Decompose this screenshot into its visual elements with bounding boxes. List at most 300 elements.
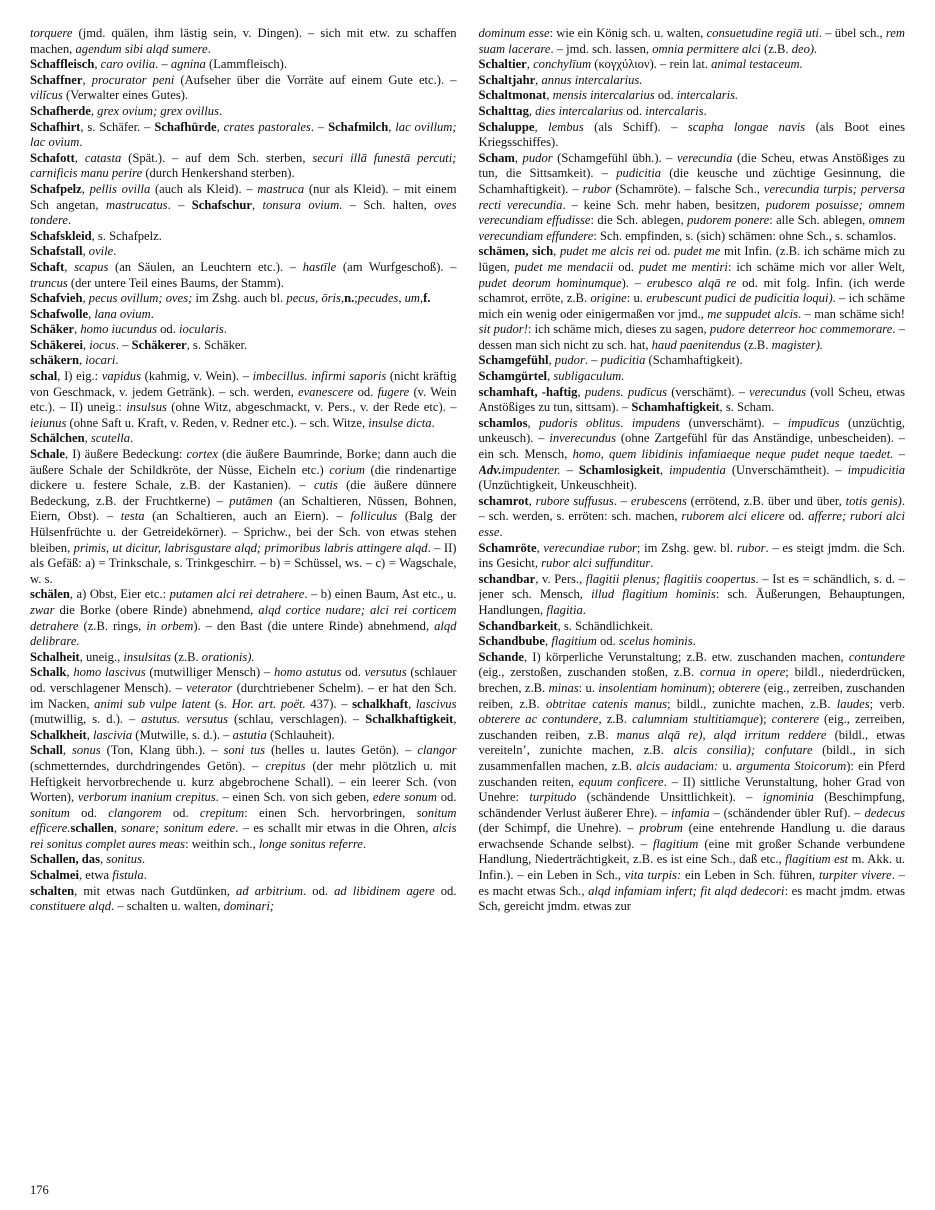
latin-term: homo lascivus: [73, 665, 146, 680]
dictionary-entry: [30, 26, 457, 57]
text-run: (ohne Saft u. Kraft, v. Reden, v. Redner etc.). – sch. Witze,: [66, 415, 369, 430]
text-run: : wie ein König sch. u. walten,: [549, 26, 707, 40]
text-run: . – sch. werden, s. erröten: sch. machen,: [478, 493, 905, 524]
dictionary-entry: [30, 852, 457, 868]
headword: Schäker: [30, 322, 75, 337]
latin-term: crates pastorales: [223, 119, 311, 134]
text-run: . – jmd. sch. lassen,: [550, 41, 653, 56]
headword: Schälchen: [30, 431, 85, 446]
text-run: (helles u. lautes Getön). –: [265, 743, 418, 758]
latin-term: homo, quem libidinis infamiaeque neque pudet neque taedet.: [572, 447, 894, 462]
text-run: (Unverschämtheit). –: [725, 462, 848, 477]
text-run: (durchtriebener Schelm). – er hat den Sch. im Nacken,: [30, 680, 457, 711]
latin-term: pudicitia: [600, 353, 646, 368]
text-run: . – man schäme sich!: [798, 306, 905, 321]
latin-term: dominum esse: [478, 26, 550, 40]
text-run: .: [692, 634, 696, 649]
latin-term: zwar: [30, 602, 55, 617]
latin-term: ovile: [88, 244, 114, 259]
latin-term: imbecillus. infirmi saporis: [252, 369, 387, 384]
latin-term: cortex: [186, 447, 218, 462]
text-run: ,: [553, 244, 560, 259]
text-run: : ich schäme mich, dieses zu sagen,: [527, 322, 710, 337]
dictionary-entry: [30, 665, 457, 743]
text-run: (errötend, z.B. über und über,: [686, 493, 846, 508]
latin-term: scapha longae navis: [687, 119, 806, 134]
latin-term: ignominia: [762, 790, 814, 805]
text-run: ,: [548, 353, 555, 368]
latin-term: lascivia: [92, 727, 133, 742]
text-run: –: [560, 462, 579, 477]
text-run: . –: [310, 119, 329, 134]
text-run: (durch Henkershand sterben).: [142, 166, 295, 181]
dictionary-entry: [30, 884, 457, 915]
text-run: (als Schiff). –: [583, 119, 688, 134]
text-run: . – keine Sch. mehr haben, besitzen,: [562, 197, 766, 212]
text-run: ,: [577, 384, 585, 399]
dictionary-entry: [30, 338, 457, 354]
headword: f.: [423, 291, 431, 306]
headword: Schandbarkeit: [478, 618, 558, 633]
text-run: : einen Sch. hervorbringen,: [244, 805, 417, 820]
text-run: .: [431, 415, 435, 430]
text-run: ,: [66, 665, 74, 680]
text-run: od.: [650, 244, 674, 259]
text-run: od.: [784, 509, 809, 524]
text-run: , s. Schäfer. –: [80, 119, 155, 134]
latin-term: longe sonitus referre: [258, 836, 363, 851]
text-run: (s.: [210, 696, 232, 711]
latin-term: me suppudet alcis: [707, 306, 798, 321]
text-run: od.: [613, 259, 639, 274]
text-run: im Zshg. auch bl.: [192, 291, 287, 306]
dictionary-entry: [479, 88, 906, 104]
text-run: . –: [584, 353, 601, 368]
text-run: : weithin sch.,: [185, 836, 259, 851]
text-run: od.: [161, 805, 200, 820]
headword: schalkhaft: [352, 696, 409, 711]
text-run: , I) körperliche Verunstaltung; z.B. etw. zuschanden machen,: [524, 649, 849, 664]
text-run: ,: [251, 197, 263, 212]
text-run: (Beschimpfung, schändender Verlust äußerer Ehre). –: [478, 790, 905, 820]
latin-term: alqd cortice nudare; alci rei corticem detrahere: [30, 602, 457, 633]
latin-term: clangor: [417, 743, 457, 758]
latin-term: pudor: [522, 150, 553, 165]
latin-term: dies intercalarius: [535, 103, 624, 118]
text-run: .: [143, 868, 147, 883]
text-run: . –: [167, 197, 192, 212]
text-run: );: [707, 680, 719, 695]
text-run: od.: [434, 883, 457, 898]
dictionary-entry: [30, 244, 457, 260]
text-run: , mit etwas nach Gutdünken,: [74, 883, 237, 898]
latin-term: erubescunt pudici de pudicitia loqui): [646, 291, 833, 306]
headword: schamlos: [478, 415, 528, 430]
text-run: ): ein Pferd zuschanden reiten,: [478, 758, 905, 789]
text-run: .: [130, 431, 134, 446]
latin-term: crepitus: [265, 758, 306, 773]
headword: Schäkerer: [131, 337, 187, 352]
text-run: ; bildl., zunichte machen, z.B.: [667, 696, 837, 711]
latin-term: alqd infamiam infert; fit alqd dedecori: [588, 883, 785, 898]
headword: schallen: [70, 821, 114, 836]
latin-term: scapus: [74, 259, 109, 274]
latin-term: verborum inanium crepitus: [77, 790, 216, 805]
text-run: (die keusche und züchtige Gesinnung, die Schamhaftigkeit). –: [478, 166, 905, 196]
latin-term: rubore suffusus: [535, 493, 614, 508]
dictionary-entry: [479, 541, 906, 572]
latin-term: torquere: [30, 26, 73, 40]
text-run: ,: [81, 181, 90, 196]
headword: n.: [344, 291, 355, 306]
text-run: . – es macht etwas Sch.,: [478, 868, 905, 898]
latin-term: primis, ut dicitur, labrisgustare alqd; primoribus labris attingere alqd: [73, 540, 428, 555]
text-run: : sch. Äußerungen, Behauptungen, Handlungen,: [478, 587, 905, 617]
latin-term: in orbem: [146, 618, 194, 633]
text-run: , etwa: [78, 868, 113, 883]
latin-term: turpiter vivere: [819, 868, 892, 883]
headword: Schalk: [30, 665, 67, 680]
latin-term: contundere: [848, 649, 905, 664]
text-run: ;: [354, 291, 358, 306]
dictionary-entry: [30, 447, 457, 587]
latin-term: folliculus: [350, 509, 398, 524]
headword: schamhaft, -haftig: [478, 384, 578, 399]
headword: schämen, sich: [478, 244, 554, 259]
latin-term: laudes: [836, 696, 870, 711]
latin-term: pudet me: [673, 244, 721, 259]
text-run: : alle Sch. ablegen,: [769, 213, 869, 228]
latin-term: soni tus: [223, 743, 266, 758]
latin-term: pudet me mendacii: [514, 259, 614, 274]
headword: Schaluppe: [478, 119, 535, 134]
latin-term: erubescens: [630, 493, 687, 508]
text-run: .: [703, 103, 707, 118]
dictionary-entry: [479, 353, 906, 369]
dictionary-entry: [30, 151, 457, 182]
headword: Schande: [478, 649, 524, 664]
latin-term: dominari;: [223, 899, 275, 914]
latin-term: turpitudo: [529, 790, 577, 805]
text-run: (auch als Kleid). –: [150, 181, 258, 196]
text-run: (die äußere Baumrinde, Borke; dann auch die äußere Schale der Schildkröte, der Nüsse, Eicheln etc.): [30, 447, 457, 477]
dictionary-entry: [479, 244, 906, 353]
text-run: 437). –: [305, 696, 353, 711]
latin-term: tonsura ovium: [262, 197, 340, 212]
latin-term: obterere ac contundere: [478, 712, 599, 727]
latin-term: cornua in opere: [699, 665, 786, 680]
text-run: (der Schimpf, die Unehre). –: [478, 821, 640, 836]
latin-term: rubor alci suffunditur: [541, 556, 651, 571]
headword: Schalheit: [30, 649, 80, 664]
latin-term: homo iucundus: [80, 322, 157, 337]
headword: Schafhirt: [30, 119, 81, 134]
text-run: od.: [437, 790, 457, 805]
latin-term: insolentiam hominum: [598, 680, 708, 695]
text-run: . – ich schäme mich ein wenig oder einigermaßen vor jmd.,: [478, 291, 905, 321]
latin-term: totis genis): [845, 493, 902, 508]
text-run: ,: [88, 306, 95, 321]
dictionary-entry: [30, 57, 457, 73]
text-run: , s. Schafpelz.: [91, 228, 162, 243]
text-run: ,: [74, 322, 81, 337]
headword: Schaft: [30, 259, 65, 274]
headword: Schafskleid: [30, 228, 92, 243]
headword: Schafvieh: [30, 291, 83, 306]
text-run: : ich schäme mich vor aller Welt,: [727, 259, 905, 274]
latin-term: pudet deorum hominumque: [478, 275, 622, 290]
dictionary-entry: [30, 182, 457, 229]
latin-term: grex ovium; grex ovillus: [97, 103, 219, 118]
text-run: ; verb.: [869, 696, 905, 711]
dictionary-entry: [30, 120, 457, 151]
text-run: (Verwalter eines Gutes).: [62, 88, 189, 103]
text-run: (kahmig, v. Wein). –: [141, 369, 253, 384]
dictionary-entry: [479, 104, 906, 120]
latin-term: omnem verecundiam effundere: [478, 213, 905, 243]
dictionary-entry: [479, 73, 906, 89]
text-run: (schlauer od. verschlagener Mensch). –: [30, 665, 457, 695]
headword: Schafpelz: [30, 181, 82, 196]
dictionary-entry: [479, 57, 906, 73]
text-run: (voll Scheu, etwas Anstößiges zu tun, sittsam). –: [478, 384, 905, 415]
latin-term: orationis).: [201, 649, 255, 664]
latin-term: sonitum efficere.: [30, 805, 457, 836]
text-run: , s. Schändlichkeit.: [557, 618, 654, 633]
text-run: (eig., zerreiben, zuschanden reiben, z.B.: [478, 712, 905, 742]
latin-term: afferre; rubori alci esse: [478, 509, 905, 539]
latin-term: testa: [120, 509, 145, 524]
text-run: u.: [718, 758, 737, 773]
text-run: : Sch. empfinden, s. (sich) schämen: ohne Sch., s. schamlos.: [593, 228, 897, 243]
text-run: (Ton, Klang übh.). –: [100, 743, 224, 758]
text-run: (die äußere dünnere Bedeckung, z.B. der Fruchtkerne) –: [30, 478, 457, 508]
latin-term: dedecus: [864, 805, 905, 820]
text-run: : u.: [626, 291, 647, 306]
latin-term: scutella: [90, 431, 131, 446]
text-run: ,: [94, 57, 101, 72]
text-run: . –: [613, 493, 631, 508]
latin-term: impudīcus: [787, 415, 840, 430]
text-run: (der mehr plötzlich u. mit Heftigkeit hervorbrechende u. kurz abgebrochene Schall). – ein leerer Sch. (von Worten),: [30, 758, 457, 805]
text-run: , I) eig.:: [57, 369, 102, 384]
text-run: . – Sch. halten,: [339, 197, 435, 212]
dictionary-entry: [479, 572, 906, 619]
text-run: ; im Zshg. gew. bl.: [636, 540, 737, 555]
latin-term: rem suam lacerare: [478, 26, 905, 56]
latin-term: edere sonum: [372, 790, 438, 805]
text-run: .: [68, 213, 72, 228]
latin-term: ruborem alci elicere: [681, 509, 785, 524]
text-run: (schlau, verschlagen). –: [228, 712, 366, 727]
latin-term: verecundia: [676, 150, 733, 165]
text-run: ,: [113, 821, 122, 836]
text-run: .: [362, 836, 367, 851]
text-run: (schmetterndes, durchdringendes Getön). –: [30, 758, 266, 773]
latin-term: calumniam stultitiamque: [632, 712, 759, 727]
dictionary-entry: [30, 104, 457, 120]
text-run: (mutwilliger Mensch) –: [145, 665, 274, 680]
latin-term: putāmen: [229, 493, 273, 508]
dictionary-entry: [30, 353, 457, 369]
left-column: [30, 26, 457, 1156]
headword: schälen: [30, 587, 70, 602]
latin-term: corium: [329, 462, 365, 477]
dictionary-entry: [479, 385, 906, 416]
latin-term: pellis ovilla: [89, 181, 151, 196]
latin-term: animal testaceum.: [711, 57, 803, 72]
latin-term: pudore deterreor hoc commemorare: [709, 322, 893, 337]
text-run: . – einen Sch. von sich geben,: [215, 790, 373, 805]
text-run: ; bildl., niederdrücken, brechen, z.B.: [478, 665, 905, 695]
text-run: ,: [100, 852, 107, 867]
dictionary-entry: [479, 416, 906, 494]
latin-term: clangorem: [108, 805, 162, 820]
text-run: od.: [353, 384, 378, 399]
latin-term: verecundiae rubor: [543, 540, 637, 555]
text-run: (Spät.). – auf dem Sch. sterben,: [121, 150, 313, 165]
text-run: ,: [216, 119, 224, 134]
latin-term: ad libidinem agere: [334, 883, 435, 898]
dictionary-entry: [479, 369, 906, 385]
latin-term: truncus: [30, 275, 68, 290]
latin-term: pudicitia: [616, 166, 662, 181]
text-run: od.: [156, 322, 180, 337]
text-run: ,: [82, 72, 92, 87]
text-run: (eine mit großer Schande verbundene Handlung, Niederträchtigkeit, z.B. es ist eine Sch., daß etc.,: [478, 836, 905, 867]
latin-term: equum conficere: [578, 774, 664, 789]
text-run: (unzüchtig, unkeusch). –: [478, 415, 905, 446]
text-run: ,: [547, 369, 554, 384]
text-run: od.: [596, 634, 619, 649]
latin-term: securi illā funestā percuti; carnificis manu perire: [30, 150, 457, 181]
latin-term: insulsus: [126, 400, 167, 415]
text-run: .: [142, 852, 146, 867]
latin-term: mastruca: [257, 181, 305, 196]
text-run: (Mutwille, s. d.). –: [132, 727, 233, 742]
text-run: ,: [528, 103, 536, 118]
text-run: (an Schaltieren, Nüssen, Bohnen, Eiern, Obst). –: [30, 493, 457, 524]
text-run: (κογχύλιον). – rein lat.: [591, 57, 712, 72]
latin-term: infamia: [671, 805, 710, 820]
headword: Schafott: [30, 150, 75, 165]
headword: Schallen, das: [30, 852, 100, 867]
headword: schamrot: [478, 493, 529, 508]
text-run: (Schamhaftigkeit).: [645, 353, 743, 368]
headword: Schalmei: [30, 868, 79, 883]
headword: schalten: [30, 883, 75, 898]
headword: Schafstall: [30, 244, 83, 259]
latin-term: crepitum: [199, 805, 245, 820]
latin-term: inverecundus: [549, 431, 617, 446]
latin-term: Hor. art. poët.: [231, 696, 306, 711]
text-run: , v. Pers.,: [535, 571, 586, 586]
text-run: ). – den Bast (die untere Rinde) abnehmend,: [193, 618, 435, 633]
text-run: .: [113, 244, 117, 259]
text-run: . – es steigt jmdm. die Sch. ins Gesicht,: [478, 540, 905, 571]
latin-term: iocularis: [179, 322, 224, 337]
text-run: (jmd. quälen, ihm lästig sein, v. Dingen). – sich mit etw. zu schaffen machen,: [30, 26, 457, 56]
dictionary-entry: [479, 634, 906, 650]
latin-term: agendum sibi alqd sumere: [75, 41, 208, 56]
headword: Schafhürde: [154, 119, 217, 134]
text-run: , I) äußere Bedeckung:: [64, 447, 187, 462]
text-run: od. mit folg. Infin. (ich werde schamrot, erröte, z.B.: [478, 275, 905, 306]
latin-term: origine: [590, 291, 627, 306]
latin-term: probrum: [639, 821, 683, 836]
text-run: .: [582, 602, 586, 617]
latin-term: vita turpis:: [624, 868, 682, 883]
latin-term: rubor: [582, 181, 612, 196]
latin-term: homo astutus: [273, 665, 342, 680]
dictionary-entry: [30, 868, 457, 884]
text-run: (ohne Zartgefühl für das Anständige, unbescheiden). – ein sch. Mensch,: [478, 431, 905, 462]
latin-term: ad arbitrium: [236, 883, 304, 898]
headword: Schale: [30, 447, 65, 462]
text-run: (an Schaltieren, auch an Eiern). –: [144, 509, 351, 524]
latin-term: verecundus: [749, 384, 807, 399]
latin-term: deo).: [791, 41, 818, 56]
latin-term: mastrucatus: [105, 197, 168, 212]
headword: Schamgefühl: [478, 353, 549, 368]
headword: Schalttag: [478, 103, 529, 118]
latin-term: constituere alqd: [30, 899, 112, 914]
text-run: ,: [64, 259, 75, 274]
headword: Schafschur: [191, 197, 252, 212]
page-number: 176: [30, 1183, 49, 1197]
latin-term: haud paenitendus: [651, 337, 741, 352]
text-run: .: [650, 556, 654, 571]
latin-term: intercalaris: [645, 103, 704, 118]
headword: Schafmilch: [328, 119, 389, 134]
latin-term: flagitium: [652, 836, 699, 851]
text-run: ,: [408, 696, 416, 711]
text-run: (eine entehrende Handlung u. die daraus erwachsende Schande selbst). –: [478, 821, 905, 851]
latin-term: animi sub vulpe latent: [94, 696, 211, 711]
latin-term: catasta: [84, 150, 122, 165]
latin-term: astutia: [232, 727, 267, 742]
text-run: ,: [82, 337, 90, 352]
latin-term: fistula: [112, 868, 144, 883]
dictionary-entry: [479, 650, 906, 915]
text-run: –: [893, 447, 905, 462]
text-run: (nur als Kleid). – mit einem Sch angetan,: [30, 181, 457, 212]
text-run: od.: [623, 103, 646, 118]
text-run: ,: [527, 415, 540, 430]
text-run: ). –: [621, 275, 647, 290]
latin-term: versutus: [364, 665, 407, 680]
text-run: : es macht jmdm. etwas Sch, gereicht jmdm. etwas zur: [478, 883, 905, 914]
latin-term: cutis: [313, 478, 338, 493]
text-run: (bildl., etwas vereiteln’, zunichte machen, z.B.: [478, 727, 905, 758]
text-run: ,: [74, 150, 85, 165]
text-run: ,: [535, 72, 542, 87]
headword: Schall: [30, 743, 63, 758]
abbreviation-label: Adv.: [478, 462, 502, 477]
latin-term: caro ovilia: [100, 57, 156, 72]
latin-term: fugere: [377, 384, 410, 399]
text-run: ,: [82, 291, 89, 306]
headword: Schaltjahr: [478, 72, 536, 87]
text-run: (z.B. rings,: [78, 618, 147, 633]
latin-term: impudenter.: [501, 462, 561, 477]
dictionary-entry: [30, 73, 457, 104]
text-run: ein Leben in Sch. führen,: [681, 868, 820, 883]
latin-term: oves tondere: [30, 197, 457, 228]
text-run: (an Säulen, an Leuchtern etc.). –: [108, 259, 303, 274]
dictionary-entry: [30, 587, 457, 649]
latin-term: illud flagitium hominis: [591, 587, 716, 602]
